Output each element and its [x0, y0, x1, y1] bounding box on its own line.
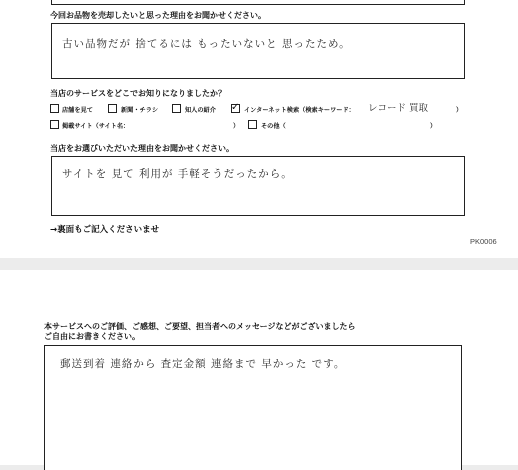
checkbox-listing-site[interactable] [50, 120, 59, 129]
back-side-note: →裏面もご記入くださいませ [50, 225, 160, 235]
question-feedback-line1: 本サービスへのご評価、ご感想、ご要望、担当者へのメッセージなどがございましたら [44, 322, 356, 331]
handwritten-feedback: 郵送到着 連絡から 査定金額 連絡まで 早かった です。 [60, 358, 346, 370]
option-friend-label: 知人の紹介 [185, 107, 216, 114]
answer-box-choice-reason [51, 156, 465, 216]
checkmark-icon: ✓ [231, 102, 240, 113]
option-store-label: 店舗を見て [62, 107, 93, 114]
question-how-found: 当店のサービスをどこでお知りになりましたか？ [50, 89, 226, 98]
checkbox-friend[interactable] [172, 104, 181, 113]
question-sell-reason: 今回お品物を売却したいと思った理由をお聞かせください。 [50, 11, 266, 20]
answer-box-feedback [44, 345, 462, 470]
listing-site-paren-close: ） [233, 123, 240, 130]
checkbox-internet[interactable] [231, 104, 240, 113]
internet-paren-close: ） [456, 107, 463, 114]
question-feedback-line2: ご自由にお書きください。 [44, 332, 140, 341]
option-internet-label: インターネット検索（検索キーワード： [244, 107, 355, 114]
checkbox-other[interactable] [248, 120, 257, 129]
option-listing-site-label: 掲載サイト（サイト名： [62, 123, 130, 130]
handwritten-sell-reason: 古い品物だが 捨てるには もったいないと 思ったため。 [62, 38, 351, 50]
other-paren-close: ） [430, 123, 437, 130]
option-newspaper-label: 新聞・チラシ [121, 107, 159, 114]
form-code: PK0006 [470, 237, 497, 246]
answer-box-sell-reason [51, 23, 465, 79]
handwritten-choice-reason: サイトを 見て 利用が 手軽そうだったから。 [62, 168, 293, 180]
previous-answer-box-edge [51, 0, 465, 5]
question-choice-reason: 当店をお選びいただいた理由をお聞かせください。 [50, 144, 234, 153]
option-other-label: その他（ [261, 123, 286, 130]
checkbox-store[interactable] [50, 104, 59, 113]
handwritten-search-keyword: レコード 買取 [368, 103, 429, 114]
checkbox-newspaper[interactable] [108, 104, 117, 113]
form-page-back [0, 270, 518, 465]
